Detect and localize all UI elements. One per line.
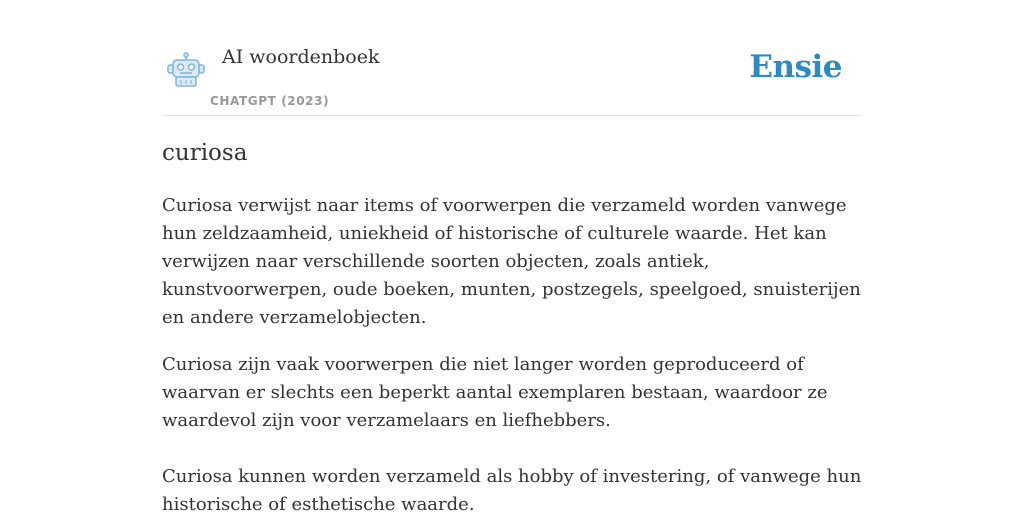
source-label: CHATGPT (2023) — [210, 94, 330, 108]
dictionary-header — [162, 30, 862, 116]
definition-paragraph: Curiosa kunnen worden verzameld als hobby of investering, of vanwege hun historische of esthetische waarde. — [162, 466, 862, 515]
entry-term: curiosa — [162, 140, 248, 166]
entry-definition — [162, 192, 862, 519]
definition-paragraph: Curiosa verwijst naar items of voorwerpen die verzameld worden vanwege hun zeldzaamheid, uniekheid of historische of culturele waarde. Het kan verwijzen naar verschillende soorten objecten, zoals antiek, kunstvoorwerpen, oude boeken, munten, postzegels, speelgoed, snuisterijen en andere verzamelobjecten. — [162, 195, 861, 328]
robot-icon — [166, 52, 206, 88]
dictionary-title-link[interactable]: AI woordenboek — [222, 46, 380, 68]
definition-paragraph: Curiosa zijn vaak voorwerpen die niet langer worden geproduceerd of waarvan er slechts een beperkt aantal exemplaren bestaan, waardoor ze waardevol zijn voor verzamelaars en liefhebbers. — [162, 354, 828, 431]
ensie-logo-link[interactable]: Ensie — [749, 49, 842, 85]
